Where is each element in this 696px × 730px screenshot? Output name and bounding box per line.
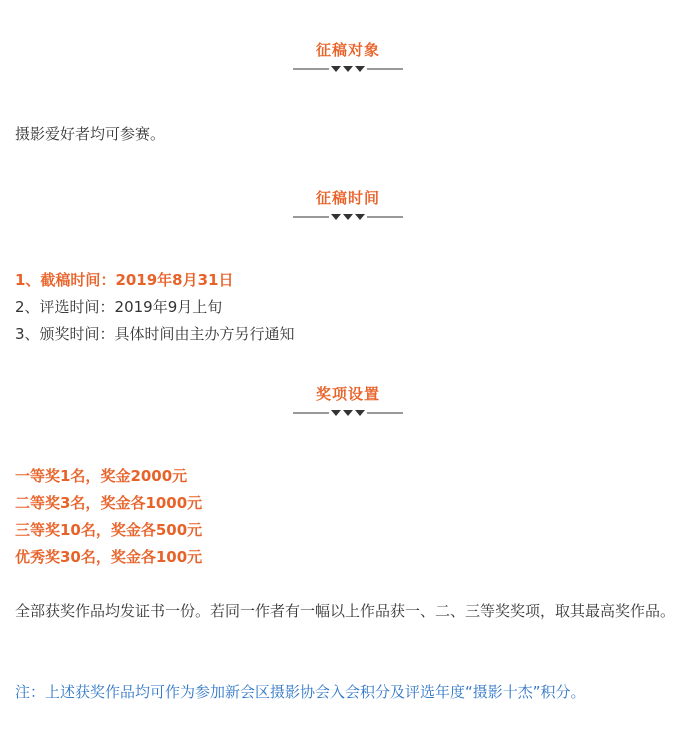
award-item-third: 三等奖10名，奖金各500元	[15, 521, 203, 539]
section-title-awards: 奖项设置	[315, 385, 380, 403]
section-title-schedule: 征稿时间	[315, 189, 380, 207]
schedule-item-ceremony: 3、颁奖时间：具体时间由主办方另行通知	[15, 325, 295, 343]
section-header-schedule	[0, 188, 696, 223]
certificate-text: 全部获奖作品均发证书一份。若同一作者有一幅以上作品获一、二、三等奖奖项，取其最高奖作品。	[15, 602, 676, 620]
divider-icon	[293, 409, 403, 419]
award-item-first: 一等奖1名，奖金2000元	[15, 467, 188, 485]
section-title-eligibility: 征稿对象	[315, 41, 380, 59]
divider-icon	[293, 65, 403, 75]
section-header-eligibility	[0, 40, 696, 75]
schedule-item-deadline: 1、截稿时间：2019年8月31日	[15, 271, 234, 289]
divider-icon	[293, 213, 403, 223]
awards-list	[15, 463, 687, 571]
award-item-excellence: 优秀奖30名，奖金各100元	[15, 548, 203, 566]
eligibility-text: 摄影爱好者均可参赛。	[15, 125, 166, 143]
section-header-awards	[0, 384, 696, 419]
schedule-list	[15, 267, 687, 348]
note-text: 注：上述获奖作品均可作为参加新会区摄影协会入会积分及评选年度“摄影十杰”积分。	[15, 683, 586, 701]
schedule-item-judging: 2、评选时间：2019年9月上旬	[15, 298, 223, 316]
award-item-second: 二等奖3名，奖金各1000元	[15, 494, 203, 512]
